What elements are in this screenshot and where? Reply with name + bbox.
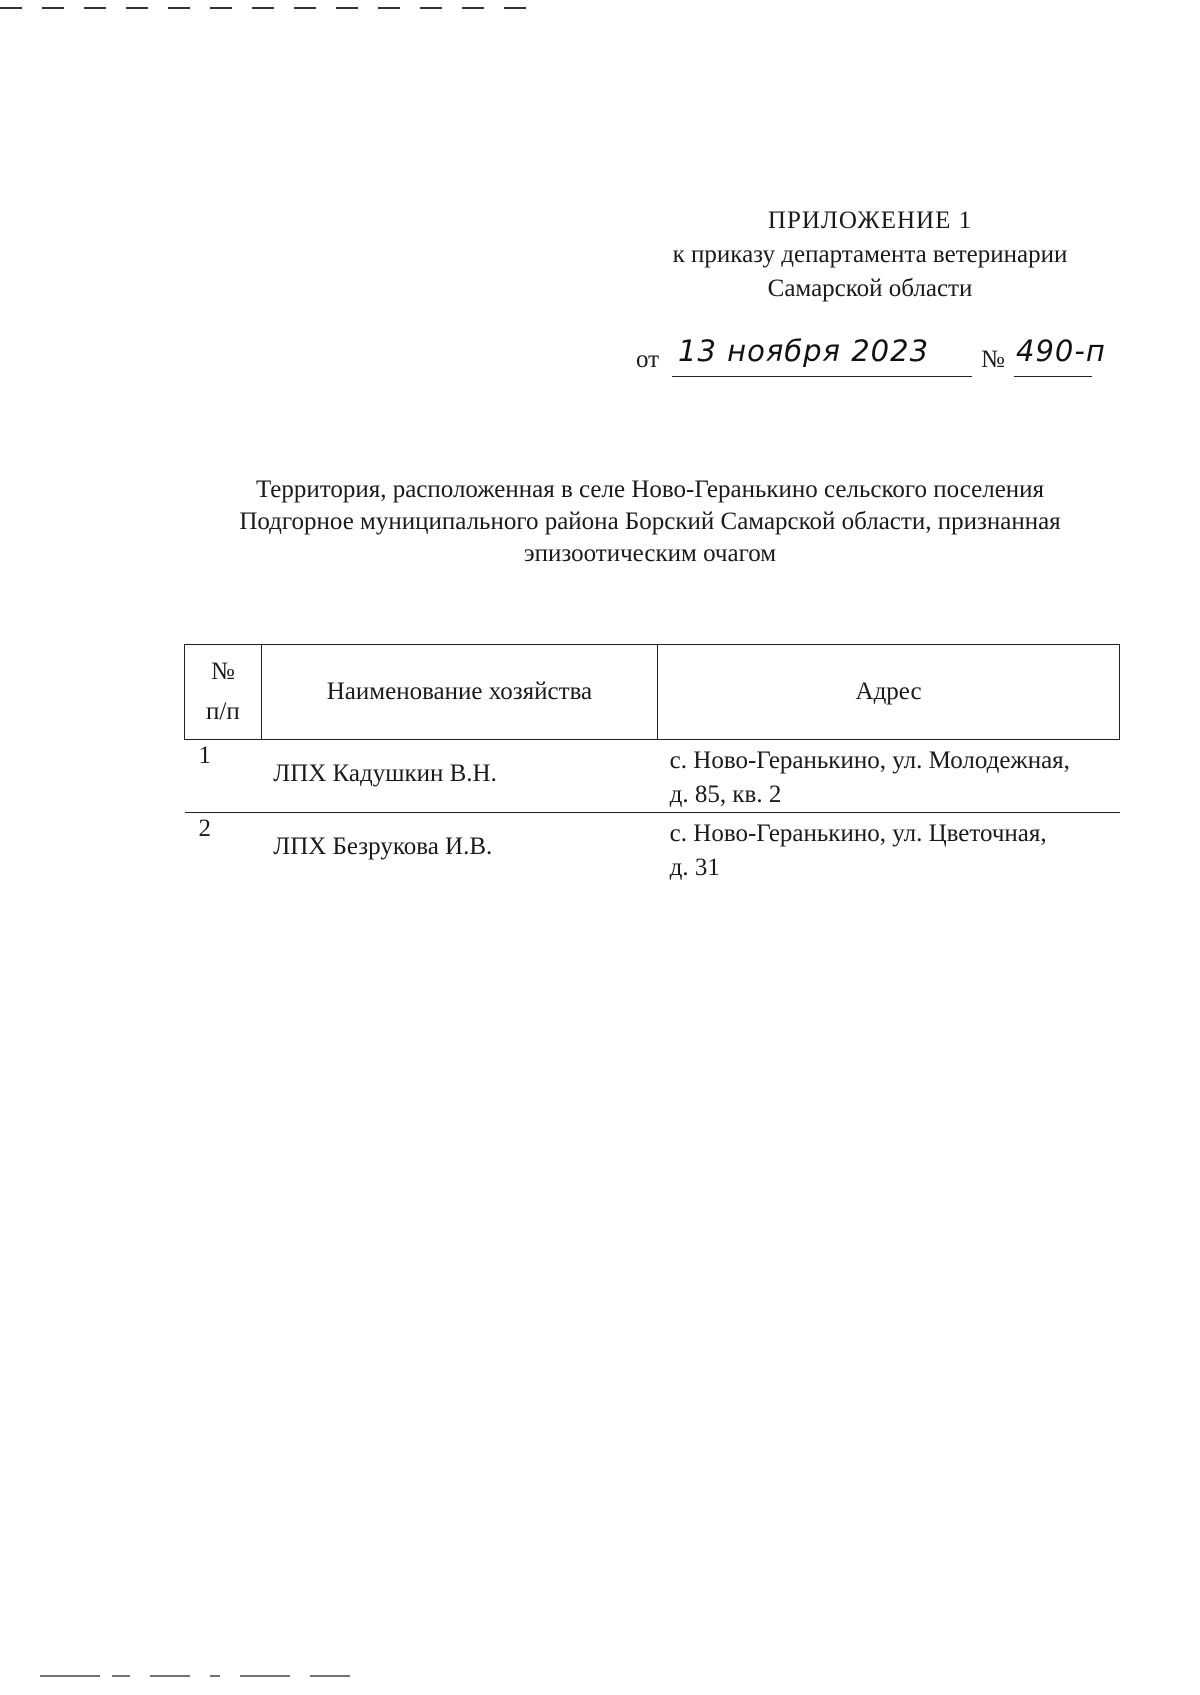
appendix-subtitle-line1: к приказу департамента ветеринарии xyxy=(672,241,1068,268)
row-address xyxy=(658,813,1120,886)
row-farm-name: ЛПХ Кадушкин В.Н. xyxy=(273,760,497,787)
row-address-line1: с. Ново-Геранькино, ул. Цветочная, xyxy=(669,820,1047,847)
document-heading xyxy=(180,474,1120,570)
header-farm-name: Наименование хозяйства xyxy=(261,645,657,740)
row-farm-name: ЛПХ Безрукова И.В. xyxy=(273,833,493,860)
appendix-header xyxy=(610,204,1130,306)
header-number xyxy=(185,645,262,740)
heading-line3: эпизоотическим очагом xyxy=(523,540,777,567)
date-underline xyxy=(672,376,972,377)
table-row xyxy=(185,740,1120,813)
row-address-line2: д. 85, кв. 2 xyxy=(669,781,782,808)
row-number: 1 xyxy=(198,742,211,769)
order-date-number xyxy=(636,336,1156,380)
heading-line2: Подгорное муниципального района Борский Самарской области, признанная xyxy=(239,508,1061,535)
appendix-subtitle-line2: Самарской области xyxy=(767,275,973,302)
handwritten-order-number: 490-п xyxy=(1016,334,1106,368)
row-address-line2: д. 31 xyxy=(669,854,720,881)
number-underline xyxy=(1014,376,1092,377)
appendix-title: ПРИЛОЖЕНИЕ 1 xyxy=(767,207,973,234)
table-row xyxy=(185,813,1120,886)
header-address: Адрес xyxy=(658,645,1120,740)
header-number-line1: № xyxy=(210,658,235,685)
header-number-line2: п/п xyxy=(206,698,240,725)
heading-line1: Территория, расположенная в селе Ново-Геранькино сельского поселения xyxy=(255,476,1045,503)
row-address-line1: с. Ново-Геранькино, ул. Молодежная, xyxy=(669,747,1070,774)
handwritten-order-date: 13 ноября 2023 xyxy=(678,334,930,368)
row-address xyxy=(658,740,1120,813)
row-number: 2 xyxy=(198,815,211,842)
order-from-label: от xyxy=(636,346,660,373)
farms-table xyxy=(184,644,1120,885)
scan-artifact-dashes-top xyxy=(0,0,560,12)
order-number-label: № xyxy=(981,346,1005,373)
scan-artifact-dashes-bottom xyxy=(40,1668,400,1680)
table-header-row xyxy=(185,645,1120,740)
